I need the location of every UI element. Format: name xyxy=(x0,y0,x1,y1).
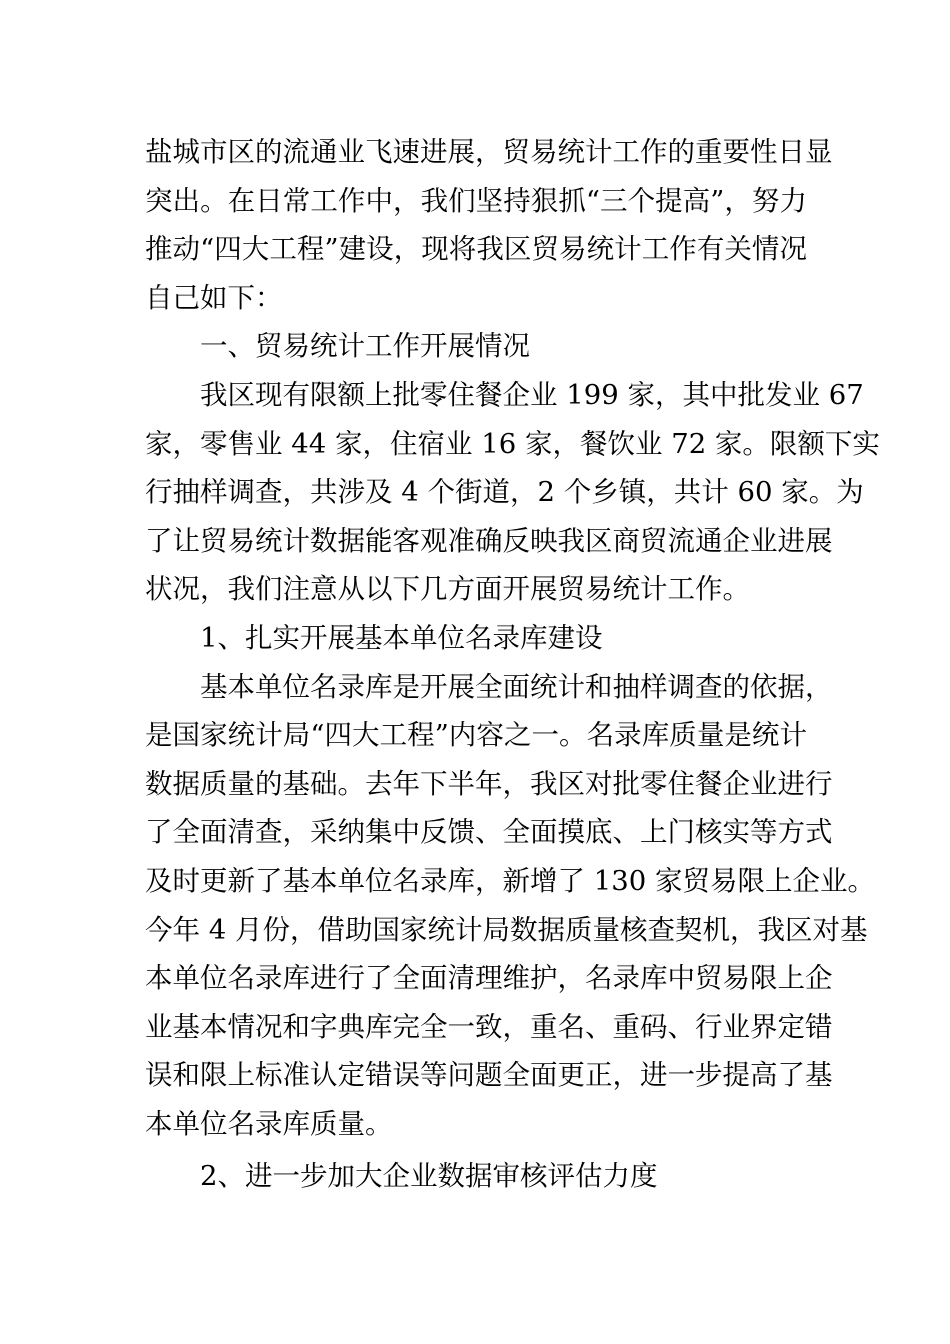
text-line: 行抽样调查，共涉及 4 个街道，2 个乡镇，共计 60 家。为 xyxy=(145,476,864,509)
text-line: 状况，我们注意从以下几方面开展贸易统计工作。 xyxy=(145,573,750,606)
text-line: 数据质量的基础。去年下半年，我区对批零住餐企业进行 xyxy=(145,767,833,800)
subsection-heading: 2、进一步加大企业数据审核评估力度 xyxy=(200,1160,658,1193)
text-line: 我区现有限额上批零住餐企业 199 家，其中批发业 67 xyxy=(200,378,864,411)
text-line: 推动“四大工程”建设，现将我区贸易统计工作有关情况 xyxy=(145,233,807,266)
text-line: 本单位名录库质量。 xyxy=(145,1107,393,1140)
text-line: 了让贸易统计数据能客观准确反映我区商贸流通企业进展 xyxy=(145,524,833,557)
text-line: 今年 4 月份，借助国家统计局数据质量核查契机，我区对基 xyxy=(145,913,868,946)
text-line: 及时更新了基本单位名录库，新增了 130 家贸易限上企业。 xyxy=(145,864,875,897)
subsection-heading: 1、扎实开展基本单位名录库建设 xyxy=(200,621,603,654)
text-line: 业基本情况和字典库完全一致，重名、重码、行业界定错 xyxy=(145,1010,833,1043)
text-line: 基本单位名录库是开展全面统计和抽样调查的依据， xyxy=(200,670,833,703)
document-body xyxy=(145,128,880,1201)
text-line: 了全面清查，采纳集中反馈、全面摸底、上门核实等方式 xyxy=(145,816,833,849)
text-line: 是国家统计局“四大工程”内容之一。名录库质量是统计 xyxy=(145,719,807,752)
text-line: 自己如下： xyxy=(145,281,283,314)
text-line: 突出。在日常工作中，我们坚持狠抓“三个提高”，努力 xyxy=(145,184,807,217)
text-line: 本单位名录库进行了全面清理维护，名录库中贸易限上企 xyxy=(145,962,833,995)
text-line: 误和限上标准认定错误等问题全面更正，进一步提高了基 xyxy=(145,1059,833,1092)
text-line: 家，零售业 44 家，住宿业 16 家，餐饮业 72 家。限额下实 xyxy=(145,427,880,460)
section-heading: 一、贸易统计工作开展情况 xyxy=(200,330,530,363)
text-line: 盐城市区的流通业飞速进展，贸易统计工作的重要性日显 xyxy=(145,136,833,168)
